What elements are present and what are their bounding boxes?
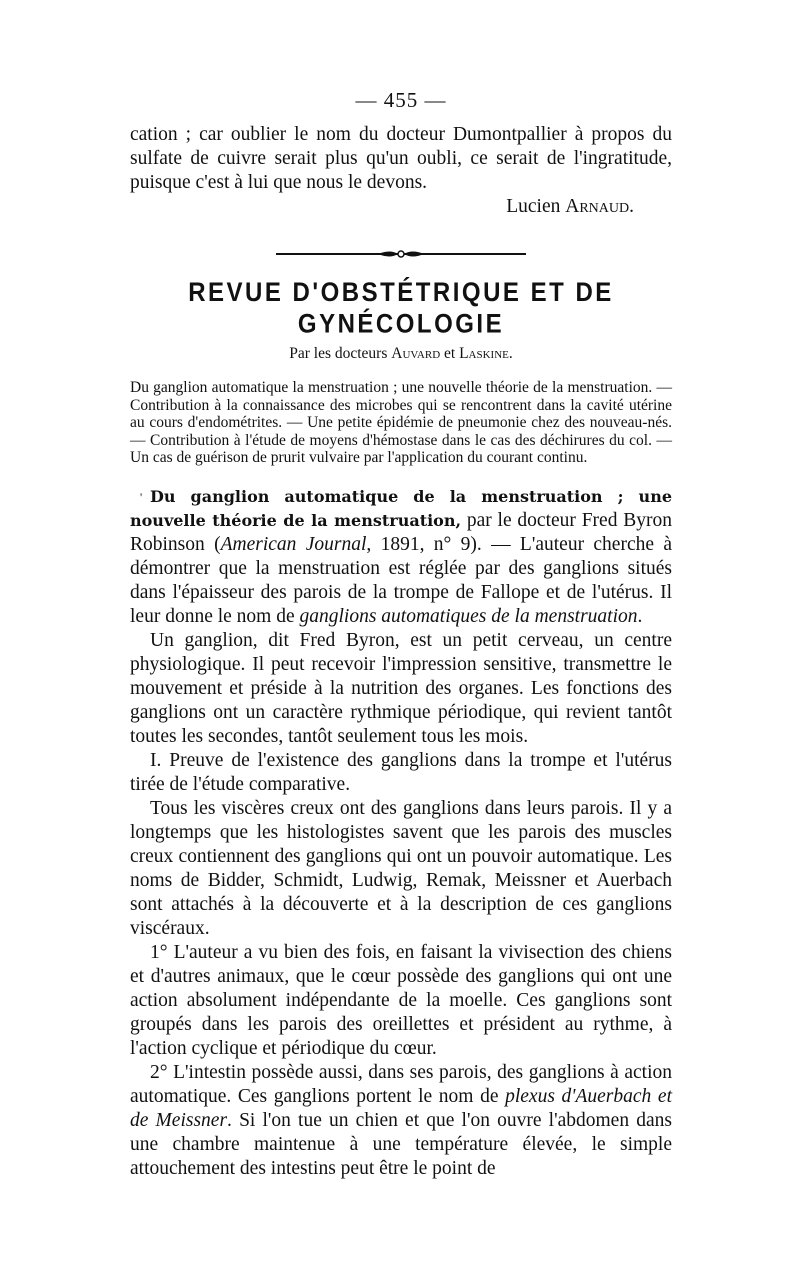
article-p1-a: par le docteur Fred Byron Robinson ( bbox=[130, 509, 673, 555]
section-authors bbox=[130, 345, 672, 363]
page bbox=[130, 88, 672, 1181]
authors-period: . bbox=[508, 345, 513, 362]
signature-first-name: Lucien bbox=[506, 196, 561, 217]
article-paragraph-4: Tous les viscères creux ont des ganglions dans leurs parois. Il y a longtemps que les histologistes savent que les parois des muscles creux contiennent des ganglions qui ont un pouvoir automatique. Les noms de Bidder, Schmidt, Ludwig, Remak, Meissner et Auerbach sont attachés à la découverte et à la description de ces ganglions viscéraux. bbox=[130, 797, 672, 939]
authors-prefix: Par les docteurs bbox=[289, 345, 388, 362]
article-paragraph-5: 1° L'auteur a vu bien des fois, en faisant la vivisection des chiens et d'autres animaux, que le cœur possède des ganglions qui ont une action absolument indépendante de la moelle. Ces ganglions sont groupés dans les parois des oreillettes et président au rythme, à l'action cyclique et périodique du cœur. bbox=[130, 941, 672, 1059]
signature-period: . bbox=[629, 196, 634, 217]
ornamental-divider bbox=[276, 247, 526, 261]
term-plexus: plexus d'Auerbach et de Meissner bbox=[130, 1085, 672, 1131]
margin-mark: ' bbox=[140, 489, 143, 504]
article-p6-a: 2° L'intestin possède aussi, dans ses parois, des ganglions à action automatique. Ces ganglions portent le nom de bbox=[130, 1061, 672, 1107]
article-body bbox=[130, 485, 672, 1181]
page-number: — 455 — bbox=[355, 88, 447, 112]
journal-title: American Journal bbox=[220, 533, 367, 555]
article-p1-c: . bbox=[637, 605, 643, 627]
article-heading: Du ganglion automatique de la menstruation ; une nouvelle théorie de la menstruation, bbox=[130, 486, 672, 530]
section-summary: Du ganglion automatique la menstruation ; une nouvelle théorie de la menstruation. — Contribution à la connaissance des microbes qui se rencontrent dans la cavité utérine au cours d'endométrites. — Une petite épidémie de pneumonie chez des nouveau-nés. — Contribution à l'étude de moyens d'hémostase dans le cas des déchirures du col. — Un cas de guérison de prurit vulvaire par l'application du courant continu. bbox=[130, 379, 672, 466]
article-paragraph-2: Un ganglion, dit Fred Byron, est un petit cerveau, un centre physiologique. Il peut recevoir l'impression sensitive, transmettre le mouvement et préside à la nutrition des organes. Les fonctions des ganglions ont un caractère rythmique périodique, qui revient tantôt toutes les secondes, tantôt seulement tous les mois. bbox=[130, 629, 672, 747]
signature bbox=[130, 195, 672, 219]
author-second: Laskine bbox=[459, 345, 509, 362]
signature-last-name: Arnaud bbox=[565, 196, 630, 217]
divider-ornament-icon bbox=[378, 249, 424, 259]
term-ganglions: ganglions automatiques de la menstruation bbox=[299, 605, 638, 627]
author-first: Auvard bbox=[391, 345, 441, 362]
article-paragraph-1 bbox=[130, 485, 672, 629]
article-p6-b: . Si l'on tue un chien et que l'on ouvre l'abdomen dans une chambre maintenue à une température élevée, le simple attouchement des intestins peut être le point de bbox=[130, 1109, 672, 1179]
article-paragraph-3: I. Preuve de l'existence des ganglions dans la trompe et l'utérus tirée de l'étude comparative. bbox=[130, 749, 672, 795]
opening-paragraph: cation ; car oublier le nom du docteur Dumontpallier à propos du sulfate de cuivre serait plus qu'un oubli, ce serait de l'ingratitude, puisque c'est à lui que nous le devons. bbox=[130, 124, 672, 193]
authors-conj: et bbox=[444, 345, 456, 362]
section-title: REVUE D'OBSTÉTRIQUE ET DE GYNÉCOLOGIE bbox=[188, 277, 614, 340]
article-paragraph-6 bbox=[130, 1061, 672, 1181]
article-p1-b: , 1891, n° 9). — L'auteur cherche à démontrer que la menstruation est réglée par des ganglions situés dans l'épaisseur des parois de la trompe de Fallope et de l'utérus. Il leur donne le nom de bbox=[130, 533, 672, 627]
